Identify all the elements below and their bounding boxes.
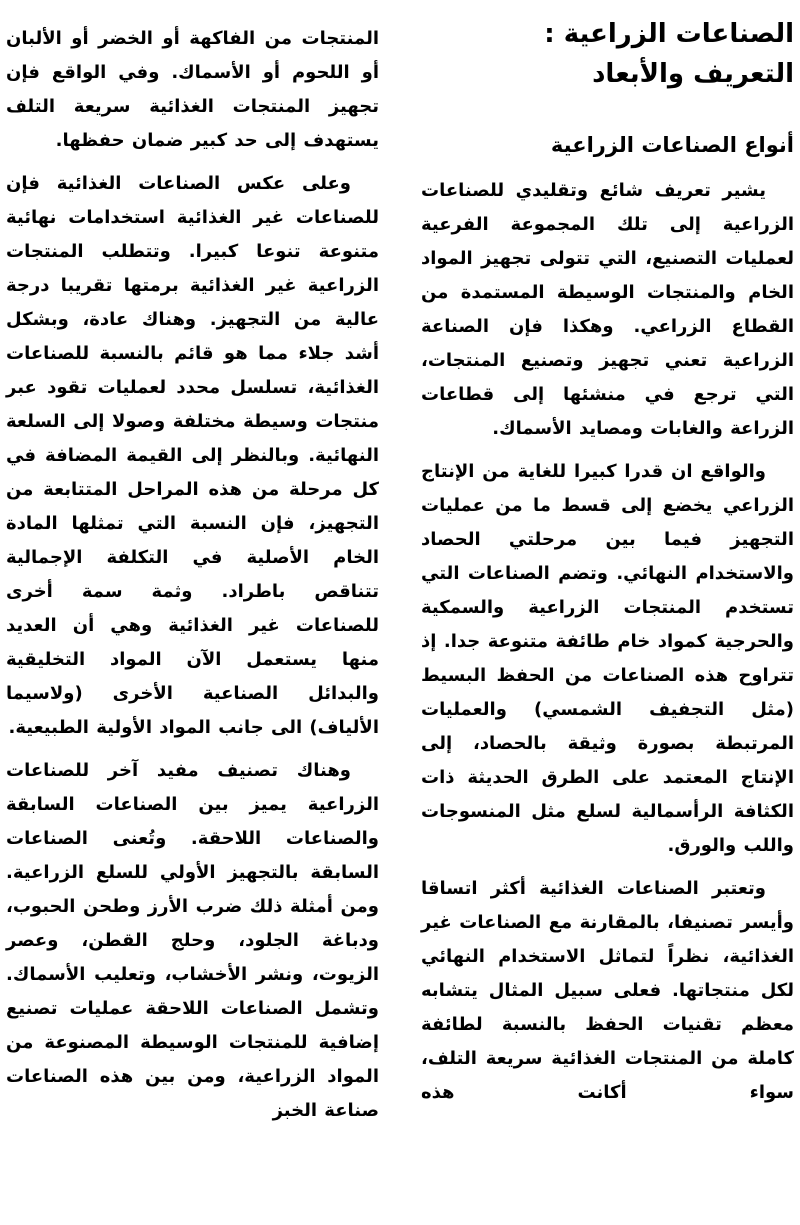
section-heading: أنواع الصناعات الزراعية — [550, 133, 794, 157]
paragraph-upstream-downstream: وهناك تصنيف مفيد آخر للصناعات الزراعية يميز بين الصناعات السابقة والصناعات اللاحقة. وتُعنى الصناعات السابقة بالتجهيز الأولي للسلع الزراعية. ومن أمثلة ذلك ضرب الأرز وطحن الحبوب، ودباغة الجلود، وحلج القطن، وعصر الزيوت، ونشر الأخشاب، وتعليب الأسماك. وتشمل الصناعات اللاحقة عمليات تصنيع إضافية للمنتجات الوسيطة المصنوعة من المواد الزراعية، ومن بين هذه الصناعات صناعة الخبز — [6, 760, 379, 1121]
column-right — [421, 12, 794, 1225]
paragraph-food-industries: وتعتبر الصناعات الغذائية أكثر اتساقا وأيسر تصنيفا، بالمقارنة مع الصناعات غير الغذائية، نظراً لتماثل الاستخدام النهائي لكل منتجاتها. فعلى سبيل المثال يتشابه معظم تقنيات الحفظ بالنسبة لطائفة كاملة من المنتجات الغذائية سريعة التلف، سواء أكانت هذه — [421, 878, 794, 1103]
page-title — [421, 14, 794, 94]
title-line-1: الصناعات الزراعية : — [544, 19, 794, 49]
paragraph-processing-range: والواقع ان قدرا كبيرا للغاية من الإنتاج الزراعي يخضع إلى قسط ما من عمليات التجهيز فيما بين مرحلتي الحصاد والاستخدام النهائي. وتضم الصناعات التي تستخدم المنتجات الزراعية والسمكية والحرجية كمواد خام طائفة متنوعة جدا. إذ تتراوح هذه الصناعات من الحفظ البسيط (مثل التجفيف الشمسي) والعمليات المرتبطة بصورة وثيقة بالحصاد، إلى الإنتاج المعتمد على الطرق الحديثة ذات الكثافة الرأسمالية لسلع مثل المنسوجات واللب والورق. — [421, 461, 794, 856]
title-line-2: التعريف والأبعاد — [592, 59, 794, 89]
paragraph-nonfood-industries: وعلى عكس الصناعات الغذائية فإن للصناعات غير الغذائية استخدامات نهائية متنوعة تنوعا كبيرا. وتتطلب المنتجات الزراعية غير الغذائية برمتها تقريبا درجة عالية من التجهيز. وهناك عادة، وبشكل أشد جلاء مما هو قائم بالنسبة للصناعات الغذائية، تسلسل محدد لعمليات تقود عبر منتجات وسيطة مختلفة وصولا إلى السلعة النهائية. وبالنظر إلى القيمة المضافة في كل مرحلة من هذه المراحل المتتابعة من التجهيز، فإن النسبة التي تمثلها المادة الخام الأصلية في التكلفة الإجمالية تتناقص باطراد. وثمة سمة أخرى للصناعات غير الغذائية وهي أن العديد منها يستعمل الآن المواد التخليقية والبدائل الصناعية الأخرى (ولاسيما الألياف) الى جانب المواد الأولية الطبيعية. — [6, 173, 379, 738]
paragraph-food-industries-continued: المنتجات من الفاكهة أو الخضر أو الألبان أو اللحوم أو الأسماك. وفي الواقع فإن تجهيز المنتجات الغذائية سريعة التلف يستهدف إلى حد كبير ضمان حفظها. — [6, 28, 379, 151]
paragraph-definition: يشير تعريف شائع وتقليدي للصناعات الزراعية إلى تلك المجموعة الفرعية لعمليات التصنيع، التي تتولى تجهيز المواد الخام والمنتجات الوسيطة المستمدة من القطاع الزراعي. وهكذا فإن الصناعة الزراعية تعني تجهيز وتصنيع المنتجات، التي ترجع في منشئها إلى قطاعات الزراعة والغابات ومصايد الأسماك. — [421, 180, 794, 439]
column-left — [6, 12, 379, 1225]
